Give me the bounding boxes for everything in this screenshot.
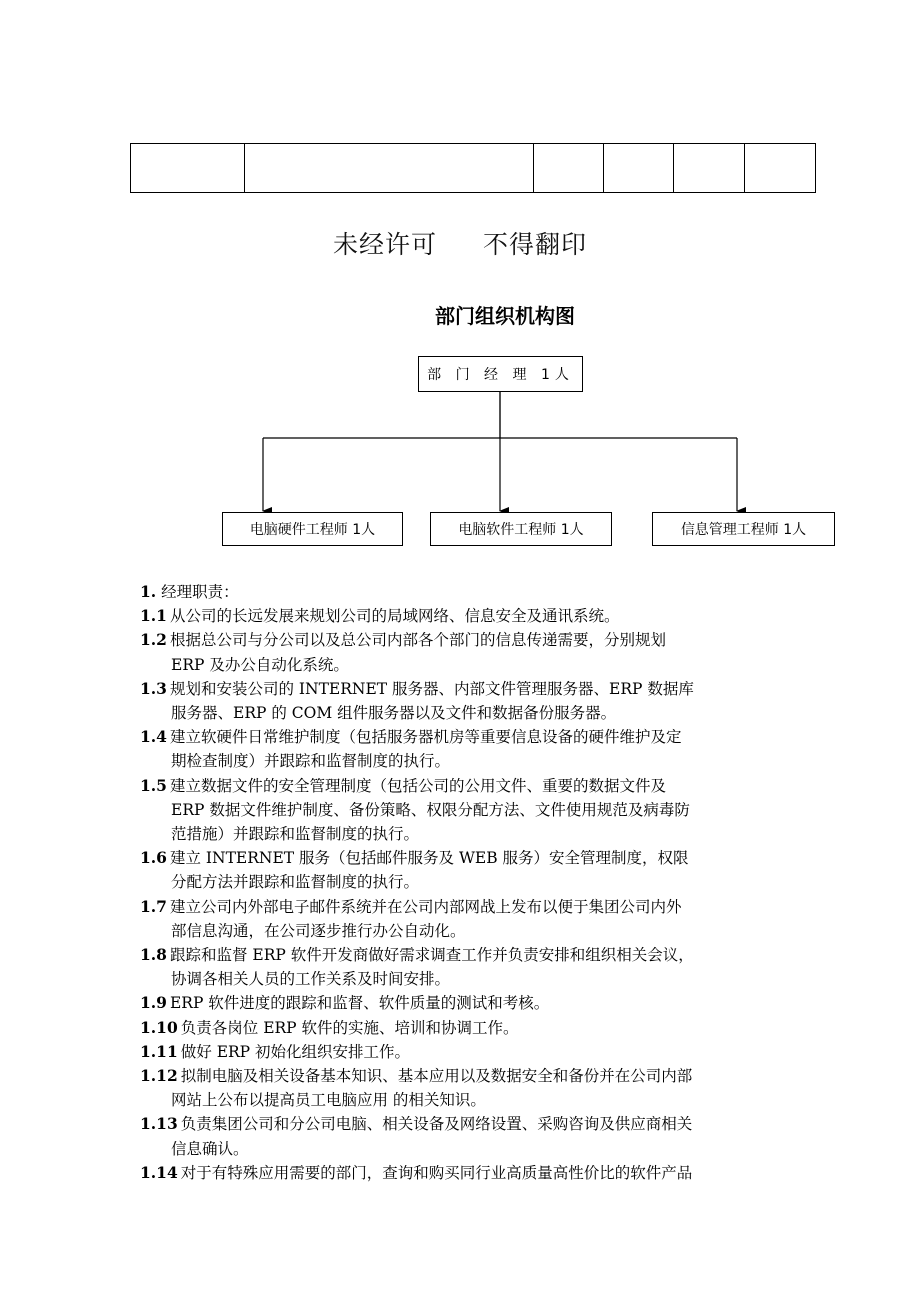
duty-item [140, 725, 800, 773]
duty-number: 1.12 [140, 1066, 178, 1086]
duty-item [140, 1016, 800, 1040]
duty-line: ERP 软件进度的跟踪和监督、软件质量的测试和考核。 [169, 994, 550, 1013]
duty-line: 信息确认。 [171, 1139, 249, 1158]
duty-item [140, 1112, 800, 1160]
duty-line: 建立 INTERNET 服务（包括邮件服务及 WEB 服务）安全管理制度，权限 [169, 849, 689, 868]
duty-number: 1.10 [140, 1017, 178, 1037]
duty-line: 对于有特殊应用需要的部门，查询和购买同行业高质量高性价比的软件产品 [180, 1163, 693, 1182]
manager-duties [140, 580, 800, 1185]
duty-line: 做好 ERP 初始化组织安排工作。 [180, 1042, 411, 1061]
duty-item [140, 1040, 800, 1064]
duty-line: 建立公司内外部电子邮件系统并在公司内部网战上发布以便于集团公司内外 [169, 897, 682, 916]
duty-line: 负责集团公司和分公司电脑、相关设备及网络设置、采购咨询及供应商相关 [180, 1115, 693, 1134]
duty-number: 1.4 [140, 727, 167, 747]
duty-item [140, 895, 800, 943]
duty-item [140, 604, 800, 628]
duty-item [140, 1064, 800, 1112]
duty-item [140, 677, 800, 725]
duty-line: 负责各岗位 ERP 软件的实施、培训和协调工作。 [180, 1018, 519, 1037]
duty-line: 期检查制度）并跟踪和监督制度的执行。 [171, 752, 451, 771]
notice-part-2: 不得翻印 [483, 230, 588, 259]
duty-number: 1.6 [140, 848, 167, 868]
duty-number: 1.1 [140, 606, 167, 626]
duty-number: 1.7 [140, 896, 167, 916]
duty-item [140, 774, 800, 847]
org-chart-connectors [0, 0, 920, 560]
duty-number: 1.8 [140, 945, 167, 965]
duty-line: 范措施）并跟踪和监督制度的执行。 [171, 825, 420, 844]
duty-line: 网站上公布以提高员工电脑应用 的相关知识。 [171, 1091, 486, 1110]
duty-number: 1.9 [140, 993, 167, 1013]
duty-line: 协调各相关人员的工作关系及时间安排。 [171, 970, 451, 989]
duty-item [140, 991, 800, 1015]
duty-line: 规划和安装公司的 INTERNET 服务器、内部文件管理服务器、ERP 数据库 [169, 679, 694, 698]
duty-line: ERP 数据文件维护制度、备份策略、权限分配方法、文件使用规范及病毒防 [171, 800, 690, 819]
duty-number: 1.13 [140, 1114, 178, 1134]
duties-heading-text: 经理职责： [161, 583, 239, 601]
org-box-software-engineer: 电脑软件工程师 1人 [430, 512, 612, 546]
duty-item [140, 846, 800, 894]
duty-line: 建立软硬件日常维护制度（包括服务器机房等重要信息设备的硬件维护及定 [169, 728, 682, 747]
duty-item [140, 628, 800, 676]
duty-line: 根据总公司与分公司以及总公司内部各个部门的信息传递需要，分别规划 [169, 631, 666, 650]
org-chart-title: 部门组织机构图 [435, 304, 575, 328]
duty-number: 1.2 [140, 630, 167, 650]
org-box-info-management-engineer: 信息管理工程师 1人 [652, 512, 835, 546]
org-box-manager: 部 门 经 理 1人 [418, 356, 583, 392]
duties-heading [140, 580, 800, 604]
duty-number: 1.5 [140, 775, 167, 795]
duty-number: 1.3 [140, 678, 167, 698]
duty-item [140, 1161, 800, 1185]
org-box-hardware-engineer: 电脑硬件工程师 1人 [222, 512, 403, 546]
duty-line: 建立数据文件的安全管理制度（包括公司的公用文件、重要的数据文件及 [169, 776, 666, 795]
duty-line: ERP 及办公自动化系统。 [171, 655, 349, 674]
duty-line: 从公司的长远发展来规划公司的局域网络、信息安全及通讯系统。 [169, 607, 620, 626]
duties-heading-num: 1. [140, 582, 157, 601]
duty-list [140, 604, 800, 1185]
duty-number: 1.14 [140, 1162, 178, 1182]
duty-line: 服务器、ERP 的 COM 组件服务器以及文件和数据备份服务器。 [171, 704, 617, 723]
duty-line: 部信息沟通，在公司逐步推行办公自动化。 [171, 921, 466, 940]
duty-number: 1.11 [140, 1041, 178, 1061]
duty-item [140, 943, 800, 991]
duty-line: 跟踪和监督 ERP 软件开发商做好需求调查工作并负责安排和组织相关会议， [169, 946, 694, 965]
duty-line: 分配方法并跟踪和监督制度的执行。 [171, 873, 420, 892]
notice-part-1: 未经许可 [332, 230, 437, 259]
duty-line: 拟制电脑及相关设备基本知识、基本应用以及数据安全和备份并在公司内部 [180, 1067, 693, 1086]
